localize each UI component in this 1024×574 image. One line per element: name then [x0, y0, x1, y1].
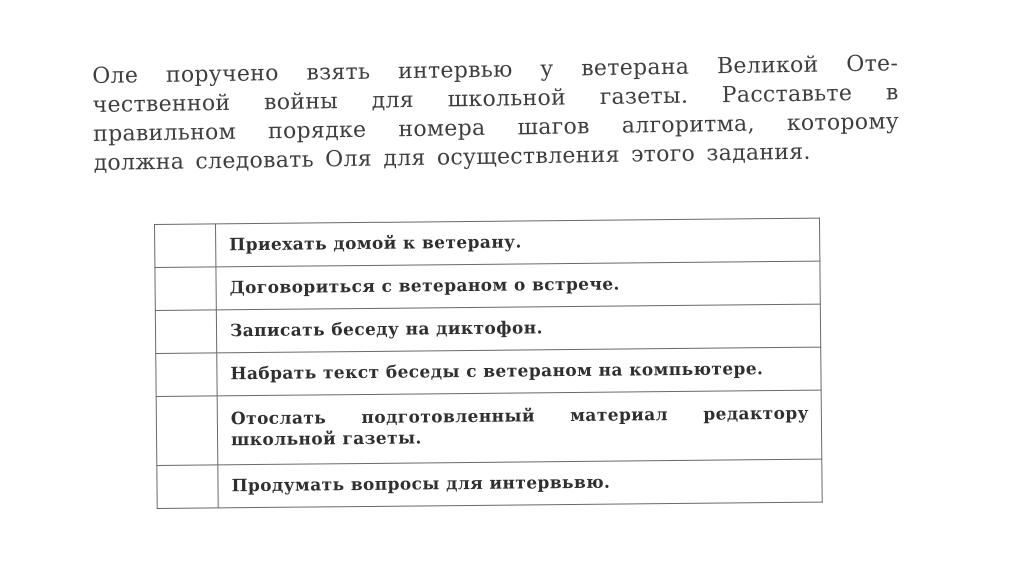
table-row [155, 261, 820, 310]
step-text-cell: Договориться с ветераном о встрече. [216, 261, 820, 310]
step-text-cell: Приехать домой к ветерану. [216, 218, 820, 267]
task-statement [92, 49, 900, 178]
step-text-cell: Записать беседу на диктофон. [216, 304, 820, 353]
table-row [157, 459, 822, 508]
table-row [155, 218, 820, 267]
algorithm-steps-table [154, 218, 823, 509]
task-line: Оле поручено взять интервью у ветерана Великой Оте- [92, 51, 899, 89]
step-number-cell[interactable] [157, 465, 218, 509]
step-number-cell[interactable] [155, 224, 216, 268]
task-line: правильном порядке номера шагов алгоритма, которому [92, 109, 900, 147]
task-line: должна следовать Оля для осуществления этого задания. [93, 139, 811, 176]
step-text-line: школьной газеты. [230, 428, 422, 451]
step-text-cell: Продумать вопросы для интервьвю. [218, 459, 822, 508]
step-number-cell[interactable] [156, 396, 218, 466]
step-number-cell[interactable] [155, 310, 216, 354]
table-row [156, 347, 821, 396]
step-number-cell[interactable] [156, 353, 217, 397]
step-text-cell [217, 390, 822, 465]
table-row [155, 304, 820, 353]
step-text-cell: Набрать текст беседы с ветераном на компьютере. [217, 347, 821, 396]
step-text-line: Отослать подготовленный материал редактору [230, 403, 809, 430]
table-row [156, 390, 822, 465]
step-number-cell[interactable] [155, 267, 216, 311]
task-line: чественной войны для школьной газеты. Расставьте в [92, 80, 899, 118]
